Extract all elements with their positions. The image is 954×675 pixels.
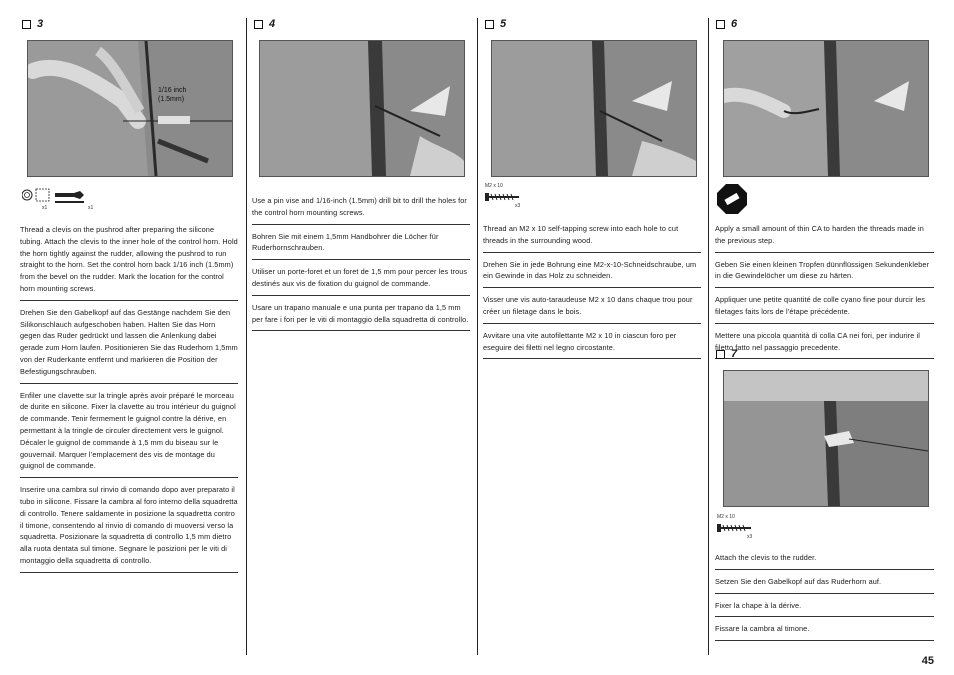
- instruction-italian: Usare un trapano manuale e una punta per trapano da 1,5 mm per fare i fori per le viti di montaggio della squadretta di controllo.: [252, 296, 470, 332]
- step-3-photo: [27, 40, 233, 177]
- instruction-italian: Avvitare una vite autofilettante M2 x 10 in ciascun foro per eseguire dei filetti nel legno circostante.: [483, 324, 701, 360]
- hardware-icons: [22, 187, 102, 213]
- measurement-callout: [158, 86, 186, 104]
- screw-icon: [485, 191, 519, 203]
- instructions-step-3: [20, 218, 238, 573]
- checkbox-icon: [254, 20, 263, 29]
- step-heading: [254, 18, 275, 30]
- instruction-german: Geben Sie einen kleinen Tropfen dünnflüssigen Sekundenkleber in die Gewindelöcher um diese zu härten.: [715, 253, 934, 289]
- column-separator: [708, 18, 709, 655]
- hardware-icons: [485, 183, 525, 209]
- step-number: 4: [269, 18, 276, 30]
- page-number: 45: [921, 655, 934, 667]
- column-separator: [246, 18, 247, 655]
- instruction-english: Attach the clevis to the rudder.: [715, 546, 934, 570]
- ca-glue-icon: [716, 183, 748, 215]
- clevis-and-tube-icon: [22, 187, 102, 207]
- instructions-step-7: [715, 546, 934, 641]
- instruction-french: Visser une vis auto-taraudeuse M2 x 10 dans chaque trou pour créer un filetage dans le bois.: [483, 288, 701, 324]
- screw-icon: [717, 522, 751, 534]
- step-7-photo: [723, 370, 929, 507]
- step-5-photo: [491, 40, 697, 177]
- ca-glue-icon: [716, 183, 748, 215]
- instructions-step-5: [483, 217, 701, 359]
- instructions-step-6: [715, 217, 934, 359]
- instruction-french: Enfiler une clavette sur la tringle après avoir préparé le morceau de durite en silicone. Fixer la clavette au trou intérieur du guignol de commande. Tenir fermement le guignol contre la dérive, en permettant à la tringle de circuler directement vers le guignol. Décaler le guignol de commande à 1,5 mm du biseau sur le gouvernail. Marquer l’emplacement des vis de montage du guignol de commande.: [20, 384, 238, 479]
- instruction-english: Thread an M2 x 10 self-tapping screw into each hole to cut threads in the surrounding wood.: [483, 217, 701, 253]
- instruction-german: Drehen Sie in jede Bohrung eine M2-x-10-Schneidschraube, um ein Gewinde in das Holz zu schneiden.: [483, 253, 701, 289]
- instruction-english: Thread a clevis on the pushrod after preparing the silicone tubing. Attach the clevis to the inner hole of the control horn. Hold the horn tightly against the rudder, allowing the pushrod to run straight to the horn. Set the control horn back 1/16 inch (1.5mm) from the bevel on the rudder. Mark the location for the control horn mounting screws.: [20, 218, 238, 301]
- step-number: 3: [37, 18, 44, 30]
- step-heading: [485, 18, 506, 30]
- checkbox-icon: [22, 20, 31, 29]
- instruction-german: Bohren Sie mit einem 1,5mm Handbohrer die Löcher für Ruderhornschrauben.: [252, 225, 470, 261]
- quantity-label: x3: [515, 203, 521, 209]
- instruction-french: Utiliser un porte-foret et un foret de 1,5 mm pour percer les trous destinés aux vis de fixation du guignol de commande.: [252, 260, 470, 296]
- rudder-illustration: [724, 371, 928, 506]
- step-6-photo: [723, 40, 929, 177]
- checkbox-icon: [716, 20, 725, 29]
- hardware-label: M2 x 10: [717, 514, 735, 520]
- instruction-english: Apply a small amount of thin CA to harden the threads made in the previous step.: [715, 217, 934, 253]
- instruction-italian: Mettere una piccola quantità di colla CA nei fori, per indurire il filetto fatto nel passaggio precedente.: [715, 324, 934, 360]
- hardware-icons: [717, 514, 757, 540]
- instruction-french: Appliquer une petite quantité de colle cyano fine pour durcir les filetages faits lors de l’étape précédente.: [715, 288, 934, 324]
- instruction-italian: Inserire una cambra sul rinvio di comando dopo aver preparato il tubo in silicone. Fissare la cambra al foro interno della squadretta di controllo. Tenere saldamente in posizione la squadretta contro il timone, consentendo al rinvio di comando di muoversi verso la squadretta. Posizionare la squadretta di controllo 1,5 mm dietro alla ruota dentata sul timone. Segnare le posizioni per le viti di montaggio della squadretta di controllo.: [20, 478, 238, 573]
- rudder-illustration: [724, 41, 928, 176]
- quantity-label: x1: [42, 205, 48, 211]
- hardware-label: M2 x 10: [485, 183, 503, 189]
- column-separator: [477, 18, 478, 655]
- step-heading: [716, 348, 737, 360]
- callout-line: 1/16 inch: [158, 87, 187, 94]
- rudder-illustration: [260, 41, 464, 176]
- step-number: 5: [500, 18, 507, 30]
- instruction-italian: Fissare la cambra al timone.: [715, 617, 934, 641]
- instructions-step-4: [252, 189, 470, 331]
- checkbox-icon: [716, 350, 725, 359]
- instruction-english: Use a pin vise and 1/16-inch (1.5mm) drill bit to drill the holes for the control horn mounting screws.: [252, 189, 470, 225]
- quantity-label: x3: [747, 534, 753, 540]
- step-heading: [716, 18, 737, 30]
- step-heading: [22, 18, 43, 30]
- callout-line: (1.5mm): [158, 96, 185, 103]
- rudder-illustration: [28, 41, 232, 176]
- step-number: 7: [731, 348, 738, 360]
- step-number: 6: [731, 18, 738, 30]
- instruction-german: Drehen Sie den Gabelkopf auf das Gestänge nachdem Sie den Silikonschlauch aufgeschoben haben. Halten Sie das Horn gegen das Ruder gedrückt und lassen die Anlenkung dabei gerade zum Horn laufen. Positionieren Sie das Ruderhorn 1,5mm von der Ruderkante entfernt und markieren die Position der Befestigungschrauben.: [20, 301, 238, 384]
- rudder-illustration: [492, 41, 696, 176]
- instruction-german: Setzen Sie den Gabelkopf auf das Ruderhorn auf.: [715, 570, 934, 594]
- checkbox-icon: [485, 20, 494, 29]
- step-4-photo: [259, 40, 465, 177]
- instruction-french: Fixer la chape à la dérive.: [715, 594, 934, 618]
- quantity-label: x1: [88, 205, 94, 211]
